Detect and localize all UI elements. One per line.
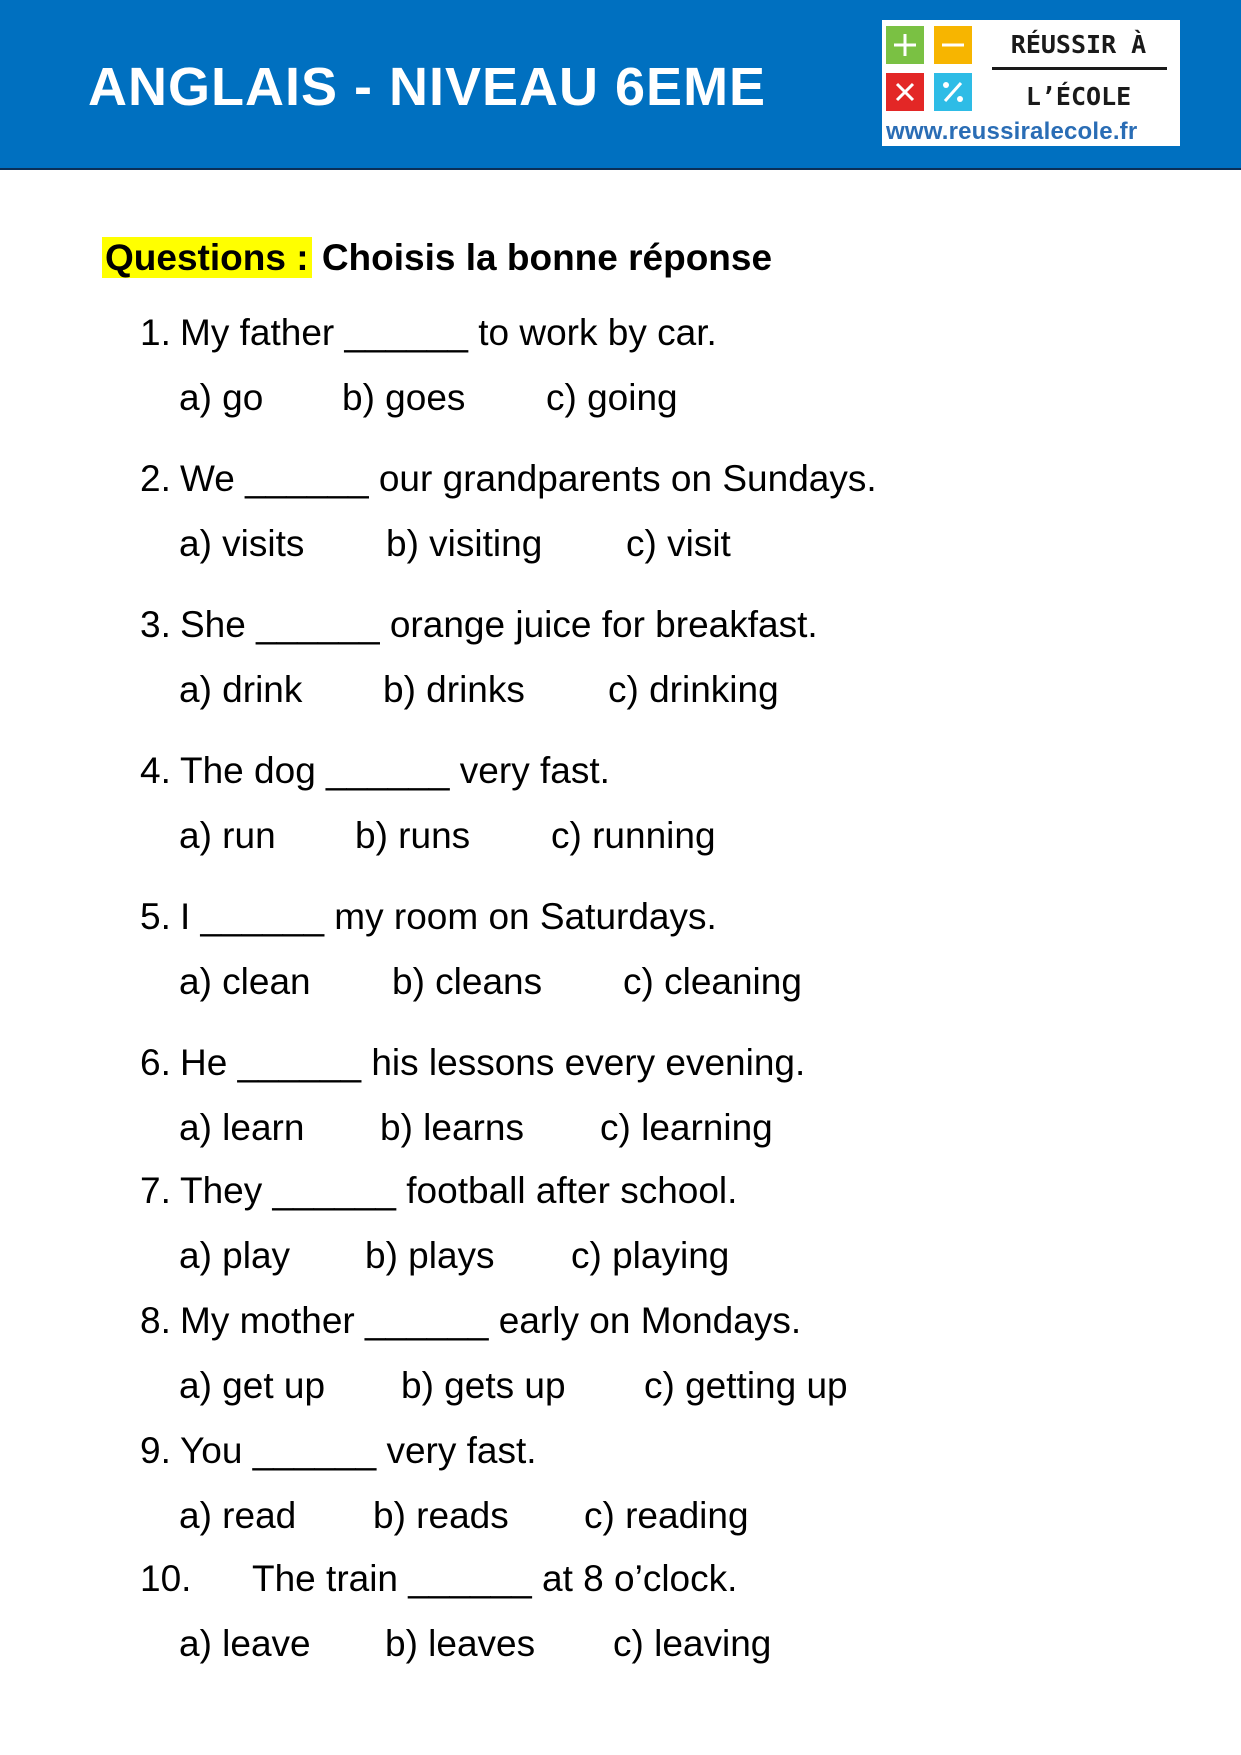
answer-option[interactable]: a) leave	[179, 1623, 311, 1664]
question-text: You ______ very fast.	[180, 1430, 537, 1471]
question-text: They ______ football after school.	[180, 1170, 738, 1211]
answer-option[interactable]: b) learns	[380, 1107, 524, 1148]
answer-option[interactable]: c) running	[551, 815, 716, 856]
question-text: He ______ his lessons every evening.	[180, 1042, 806, 1083]
plus-icon	[886, 26, 924, 64]
question-number: 8.	[140, 1300, 171, 1341]
answer-option[interactable]: c) going	[546, 377, 678, 418]
question-number: 5.	[140, 896, 171, 937]
questions-label: Questions :	[102, 237, 312, 278]
answer-option[interactable]: a) run	[179, 815, 276, 856]
question-text: The dog ______ very fast.	[180, 750, 610, 791]
answer-option[interactable]: c) learning	[600, 1107, 773, 1148]
question-text: My mother ______ early on Mondays.	[180, 1300, 802, 1341]
page-title: ANGLAIS - NIVEAU 6EME	[88, 57, 767, 117]
answer-option[interactable]: b) plays	[365, 1235, 495, 1276]
answer-option[interactable]: b) drinks	[383, 669, 525, 710]
logo-text-line1: RÉUSSIR À	[1010, 30, 1147, 59]
answer-option[interactable]: a) go	[179, 377, 264, 418]
question-number: 1.	[140, 312, 171, 353]
question-number: 6.	[140, 1042, 171, 1083]
logo-divider	[992, 67, 1167, 70]
answer-option[interactable]: c) getting up	[644, 1365, 848, 1406]
times-icon	[886, 73, 924, 111]
page-header	[0, 0, 1241, 170]
answer-option[interactable]: b) goes	[342, 377, 466, 418]
answer-option[interactable]: b) visiting	[386, 523, 543, 564]
question-number: 2.	[140, 458, 171, 499]
answer-option[interactable]: a) visits	[179, 523, 305, 564]
logo	[882, 20, 1180, 146]
logo-text-line2: L’ÉCOLE	[1025, 82, 1132, 111]
answer-option[interactable]: c) drinking	[608, 669, 779, 710]
minus-icon	[934, 26, 972, 64]
question-text: My father ______ to work by car.	[180, 312, 717, 353]
question-number: 9.	[140, 1430, 171, 1471]
answer-option[interactable]: c) cleaning	[623, 961, 802, 1002]
question-number: 7.	[140, 1170, 171, 1211]
question-number: 3.	[140, 604, 171, 645]
percent-icon	[934, 73, 972, 111]
question-number: 4.	[140, 750, 171, 791]
answer-option[interactable]: b) cleans	[392, 961, 543, 1002]
answer-option[interactable]: c) playing	[571, 1235, 730, 1276]
answer-option[interactable]: c) leaving	[613, 1623, 772, 1664]
logo-url[interactable]: www.reussiralecole.fr	[886, 118, 1138, 145]
answer-option[interactable]: b) reads	[373, 1495, 509, 1536]
answer-option[interactable]: a) read	[179, 1495, 297, 1536]
answer-option[interactable]: a) drink	[179, 669, 303, 710]
answer-option[interactable]: a) learn	[179, 1107, 305, 1148]
question-text: We ______ our grandparents on Sundays.	[180, 458, 877, 499]
answer-option[interactable]: c) reading	[584, 1495, 749, 1536]
section-heading	[102, 236, 772, 280]
answer-option[interactable]: c) visit	[626, 523, 731, 564]
answer-option[interactable]: b) gets up	[401, 1365, 566, 1406]
answer-option[interactable]: a) play	[179, 1235, 291, 1276]
answer-option[interactable]: b) runs	[355, 815, 471, 856]
instruction-text: Choisis la bonne réponse	[321, 237, 773, 278]
question-text: She ______ orange juice for breakfast.	[180, 604, 818, 645]
question-number: 10.	[140, 1558, 192, 1599]
answer-option[interactable]: a) clean	[179, 961, 311, 1002]
question-text: I ______ my room on Saturdays.	[180, 896, 717, 937]
question-text: The train ______ at 8 o’clock.	[252, 1558, 738, 1599]
answer-option[interactable]: b) leaves	[385, 1623, 536, 1664]
answer-option[interactable]: a) get up	[179, 1365, 326, 1406]
